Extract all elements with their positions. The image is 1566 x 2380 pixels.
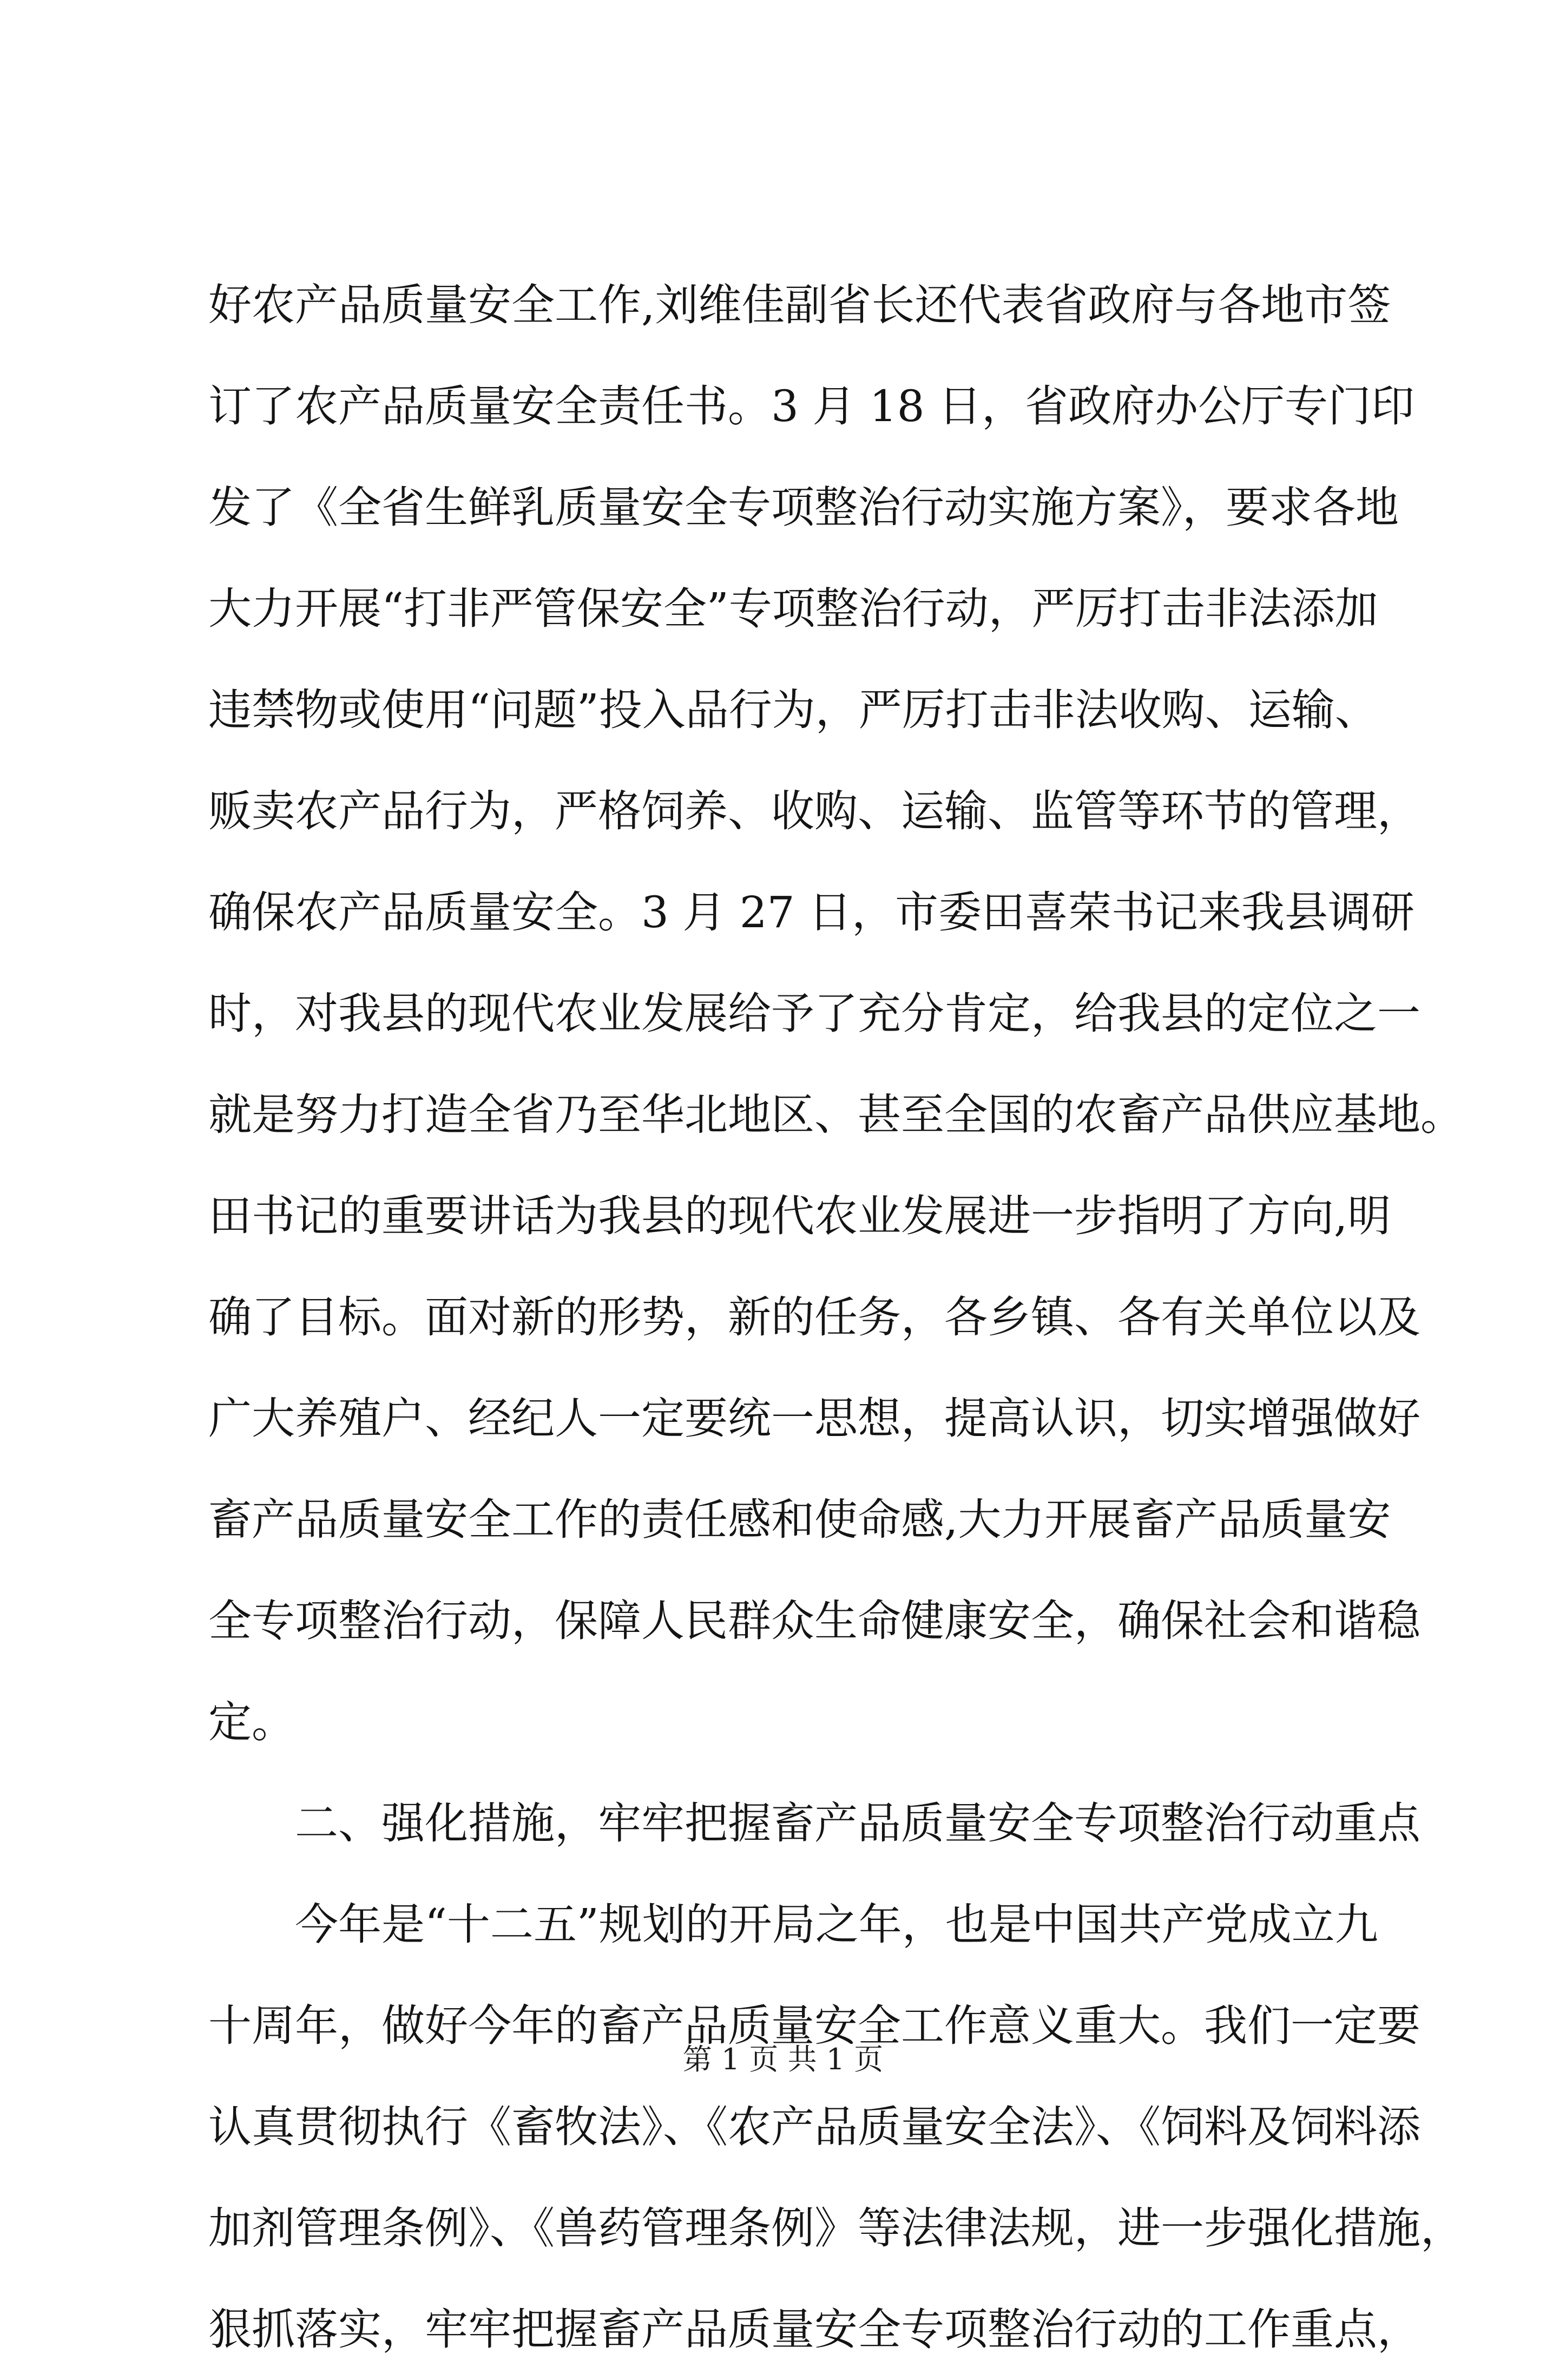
text-line: 订了农产品质量安全责任书。3 月 18 日，省政府办公厅专门印 [208, 381, 1414, 431]
text-line: 确保农产品质量安全。3 月 27 日，市委田喜荣书记来我县调研 [208, 887, 1414, 937]
text-line: 大力开展“打非严管保安全”专项整治行动，严厉打击非法添加 [208, 583, 1378, 634]
text-line: 时，对我县的现代农业发展给予了充分肯定，给我县的定位之一 [208, 988, 1420, 1039]
text-line: 加剂管理条例》、《兽药管理条例》等法律法规，进一步强化措施， [208, 2203, 1464, 2253]
text-line: 发了《全省生鲜乳质量安全专项整治行动实施方案》，要求各地 [208, 482, 1399, 533]
text-line: 贩卖农产品行为，严格饲养、收购、运输、监管等环节的管理， [208, 786, 1420, 836]
text-line: 确了目标。面对新的形势，新的任务，各乡镇、各有关单位以及 [208, 1292, 1420, 1342]
text-line: 十周年，做好今年的畜产品质量安全工作意义重大。我们一定要 [208, 2001, 1420, 2051]
text-line: 今年是“十二五”规划的开局之年，也是中国共产党成立九 [295, 1899, 1378, 1950]
text-line: 定。 [208, 1697, 295, 1747]
text-line: 好农产品质量安全工作,刘维佳副省长还代表省政府与各地市签 [208, 280, 1391, 330]
text-line: 认真贯彻执行《畜牧法》、《农产品质量安全法》、《饲料及饲料添 [208, 2102, 1420, 2152]
text-line: 全专项整治行动，保障人民群众生命健康安全，确保社会和谐稳 [208, 1596, 1420, 1646]
text-line: 畜产品质量安全工作的责任感和使命感,大力开展畜产品质量安 [208, 1494, 1391, 1545]
text-line: 田书记的重要讲话为我县的现代农业发展进一步指明了方向,明 [208, 1191, 1391, 1241]
section-heading: 二、强化措施，牢牢把握畜产品质量安全专项整治行动重点 [295, 1798, 1420, 1848]
text-line: 狠抓落实，牢牢把握畜产品质量安全专项整治行动的工作重点， [208, 2304, 1420, 2355]
text-line: 违禁物或使用“问题”投入品行为，严厉打击非法收购、运输、 [208, 685, 1378, 735]
page-number-footer: 第 1 页 共 1 页 [682, 2042, 884, 2076]
text-line: 就是努力打造全省乃至华北地区、甚至全国的农畜产品供应基地。 [208, 1090, 1464, 1140]
text-line: 广大养殖户、经纪人一定要统一思想，提高认识，切实增强做好 [208, 1393, 1420, 1444]
